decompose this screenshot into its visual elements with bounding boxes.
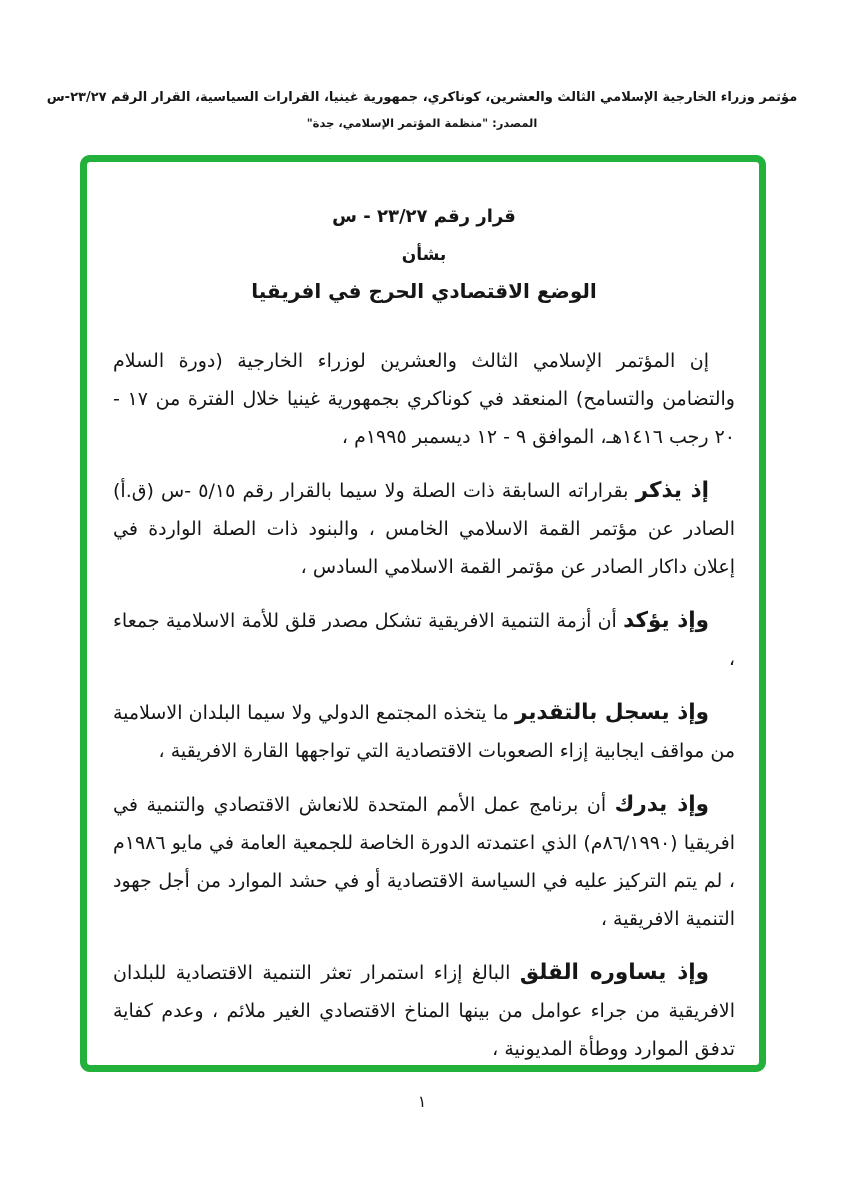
paragraph-text: إن المؤتمر الإسلامي الثالث والعشرين لوزراء الخارجية (دورة السلام والتضامن والتسامح) المنعقد في كوناكري بجمهورية غينيا خلال الفترة من ١٧ - ٢٠ رجب ١٤١٦هـ، الموافق ٩ - ١٢ ديسمبر ١٩٩٥م ،	[113, 350, 735, 448]
paragraph	[113, 786, 735, 938]
paragraph-text: أن أزمة التنمية الافريقية تشكل مصدر قلق للأمة الاسلامية جمعاء ،	[113, 610, 735, 670]
page-number: ١	[417, 1092, 427, 1111]
document-header-source: المصدر: "منظمة المؤتمر الإسلامي، جدة"	[306, 116, 538, 130]
paragraph	[113, 472, 735, 586]
green-border-frame	[80, 155, 766, 1072]
paragraph-text: بقراراته السابقة ذات الصلة ولا سيما بالقرار رقم ٥/١٥ -س (ق.أ) الصادر عن مؤتمر القمة الاسلامي الخامس ، والبنود ذات الصلة الواردة في إعلان داكار الصادر عن مؤتمر القمة الاسلامي السادس ،	[113, 480, 735, 578]
paragraph-text: أن برنامج عمل الأمم المتحدة للانعاش الاقتصادي والتنمية في افريقيا (٨٦/١٩٩٠م) الذي اعتمدته الدورة الخاصة للجمعية العامة في مايو ١٩٨٦م ، لم يتم التركيز عليه في السياسة الاقتصادية أو في حشد الموارد من أجل جهود التنمية الافريقية ،	[113, 794, 735, 930]
document-header-citation: مؤتمر وزراء الخارجية الإسلامي الثالث والعشرين، كوناكري، جمهورية غينيا، القرارات السياسية، القرار الرقم ٢٣/٢٧-س	[46, 90, 798, 105]
resolution-number: قرار رقم ٢٣/٢٧ - س	[332, 206, 516, 227]
paragraph-lead: إذ يذكر	[635, 478, 710, 503]
document-body	[113, 342, 735, 1072]
paragraph-lead: وإذ يدرك	[614, 792, 710, 817]
paragraph	[113, 602, 735, 678]
paragraph	[113, 694, 735, 770]
document-title: الوضع الاقتصادي الحرج في افريقيا	[251, 279, 597, 303]
title-block	[113, 202, 735, 308]
paragraph-lead: وإذ يؤكد	[623, 608, 709, 633]
paragraph	[113, 342, 735, 456]
paragraph-text: البالغ إزاء استمرار تعثر التنمية الاقتصادية للبلدان الافريقية من جراء عوامل من بينها المناخ الاقتصادي الغير ملائم ، وعدم كفاية تدفق الموارد ووطأة المديونية ،	[113, 962, 735, 1060]
paragraph-text: ما يتخذه المجتمع الدولي ولا سيما البلدان الاسلامية من مواقف ايجابية إزاء الصعوبات الاقتصادية التي تواجهها القارة الافريقية ،	[113, 702, 735, 762]
regarding-label: بشأن	[401, 245, 447, 265]
paragraph-lead: وإذ يسجل بالتقدير	[514, 700, 709, 725]
paragraph	[113, 954, 735, 1068]
paragraph-lead: وإذ يساوره القلق	[519, 960, 709, 985]
